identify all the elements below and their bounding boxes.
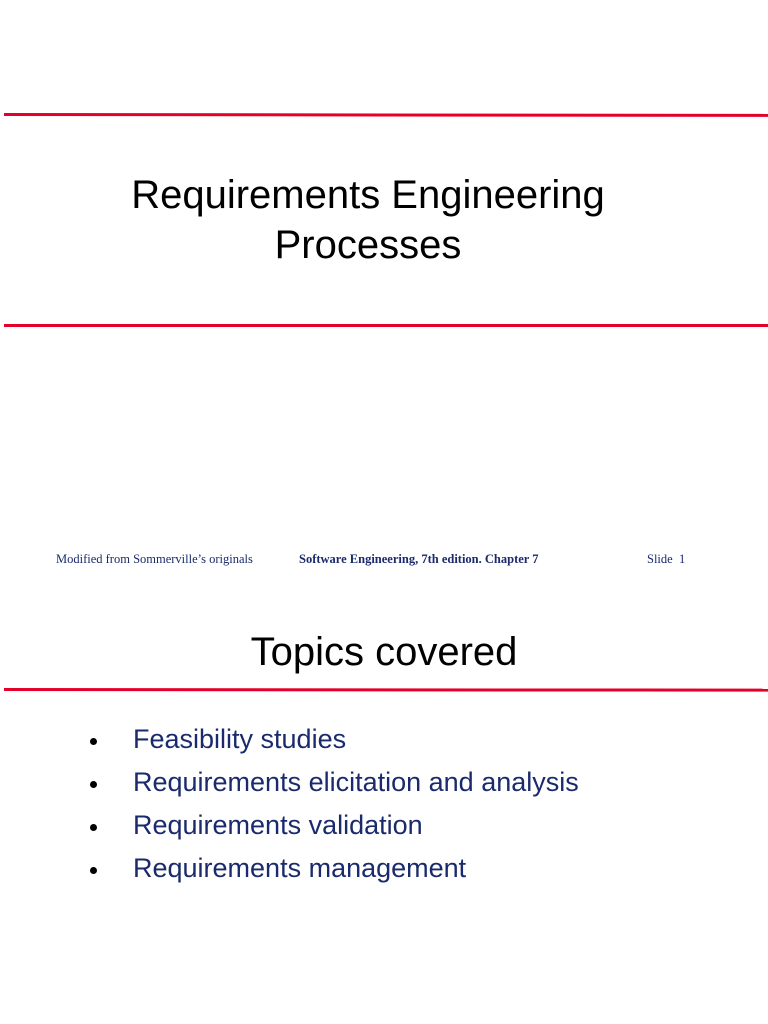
slide-title [0, 170, 736, 270]
footer-source-note: Modified from Sommerville’s originals [56, 552, 253, 566]
list-item-text: Requirements management [133, 853, 467, 883]
list-item-text: Feasibility studies [133, 724, 347, 754]
bullet-dot-icon [90, 738, 97, 745]
footer-slide-number: Slide 1 [647, 552, 686, 566]
slide-title-line-1: Requirements Engineering [131, 173, 605, 217]
bullet-dot-icon [90, 824, 97, 831]
slide-title-line-2: Processes [274, 223, 462, 267]
footer-book-title: Software Engineering, 7th edition. Chapter 7 [299, 552, 539, 566]
title-top-rule [4, 113, 768, 117]
bullet-dot-icon [90, 867, 97, 874]
list-item-text: Requirements validation [133, 810, 423, 840]
list-item-text: Requirements elicitation and analysis [133, 767, 579, 797]
slide-2-title-rule [4, 688, 768, 692]
slide-2 [0, 590, 768, 1024]
slide-footer [0, 552, 768, 570]
title-bottom-rule [4, 324, 768, 327]
slide-2-title: Topics covered [250, 630, 518, 674]
bullet-dot-icon [90, 781, 97, 788]
